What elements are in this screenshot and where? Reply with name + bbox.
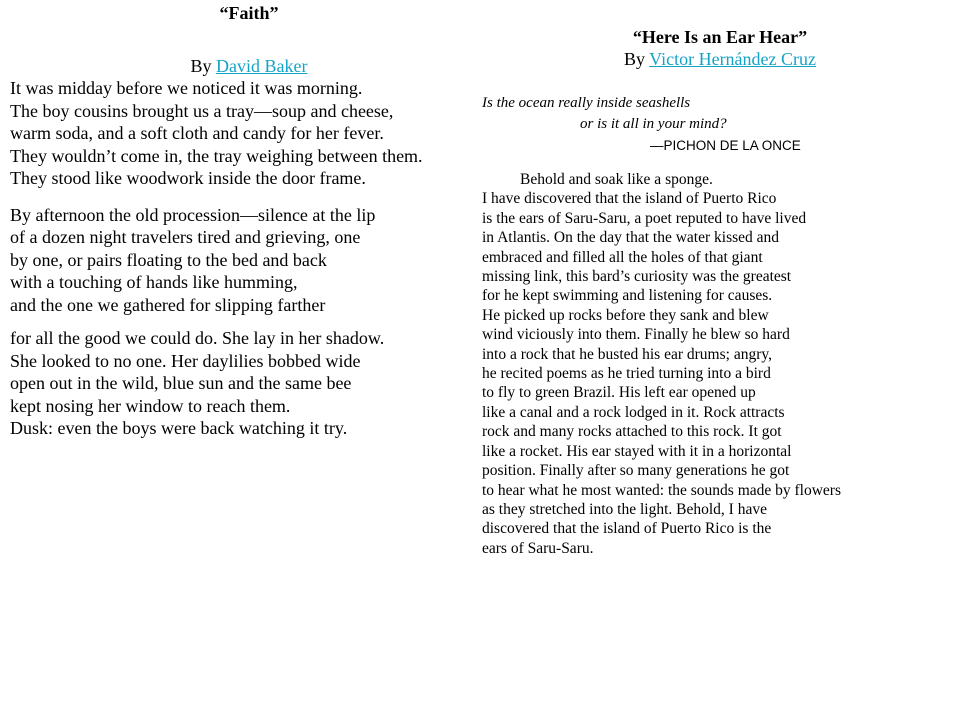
poem-line: kept nosing her window to reach them. (10, 395, 291, 416)
byline-prefix: By (190, 56, 217, 76)
poem-line: They wouldn’t come in, the tray weighing between them. (10, 145, 423, 166)
epigraph-line: Is the ocean really inside seashells (482, 95, 691, 111)
poem-line: They stood like woodwork inside the door frame. (10, 168, 366, 188)
epigraph-line: or is it all in your mind? (580, 116, 727, 132)
poem-line: with a touching of hands like humming, (10, 272, 298, 292)
epigraph (482, 93, 952, 156)
poem-here-is-an-ear-hear (482, 0, 952, 558)
prose-line: he recited poems as he tried turning into a bird (482, 365, 771, 383)
byline-prefix: By (623, 49, 650, 69)
prose-line: discovered that the island of Puerto Rico is the (482, 520, 772, 538)
poem-line: of a dozen night travelers tired and grieving, one (10, 227, 361, 247)
poem-line: by one, or pairs floating to the bed and back (10, 249, 327, 270)
stanza-2 (10, 204, 480, 317)
poem-line: Dusk: even the boys were back watching it try. (10, 418, 348, 438)
poem-line: She looked to no one. Her daylilies bobbed wide (10, 350, 361, 371)
prose-poem-body (482, 170, 952, 558)
poem-line: open out in the wild, blue sun and the same bee (10, 373, 352, 393)
prose-line: as they stretched into the light. Behold, I have (482, 500, 767, 518)
prose-line: like a canal and a rock lodged in it. Rock attracts (482, 403, 785, 421)
prose-line: to hear what he most wanted: the sounds made by flowers (482, 481, 841, 499)
prose-line: ears of Saru-Saru. (482, 539, 594, 557)
prose-line: He picked up rocks before they sank and blew (482, 306, 769, 324)
author-link-david-baker[interactable]: David Baker (216, 56, 308, 76)
poem-line: By afternoon the old procession—silence at the lip (10, 204, 376, 225)
poem-title: “Faith” (219, 3, 279, 23)
prose-line: is the ears of Saru-Saru, a poet reputed to have lived (482, 209, 807, 227)
prose-line: position. Finally after so many generations he got (482, 462, 790, 480)
prose-line: into a rock that he busted his ear drums; angry, (482, 345, 772, 363)
prose-line: missing link, this bard’s curiosity was the greatest (482, 268, 792, 286)
prose-line: for he kept swimming and listening for causes. (482, 287, 773, 305)
poem-line: The boy cousins brought us a tray—soup and cheese, (10, 100, 394, 121)
prose-line: rock and many rocks attached to this rock. It got (482, 423, 782, 441)
prose-line: Behold and soak like a sponge. (520, 171, 713, 188)
prose-line: wind viciously into them. Finally he blew so hard (482, 326, 790, 344)
poem-byline (10, 55, 480, 77)
author-link-victor-hernandez-cruz[interactable]: Victor Hernández Cruz (649, 49, 817, 69)
stanza-1 (10, 77, 480, 190)
poem-body (10, 77, 480, 440)
prose-line: embraced and filled all the holes of that giant (482, 248, 763, 266)
prose-line: in Atlantis. On the day that the water kissed and (482, 229, 780, 247)
poem-faith (10, 0, 480, 440)
poem-byline (482, 49, 952, 69)
poem-line: for all the good we could do. She lay in her shadow. (10, 328, 385, 348)
epigraph-attribution: —PICHON DE LA ONCE (650, 138, 801, 153)
prose-line: I have discovered that the island of Puerto Rico (482, 190, 777, 208)
prose-line: like a rocket. His ear stayed with it in a horizontal (482, 442, 792, 460)
poem-line: and the one we gathered for slipping farther (10, 294, 326, 315)
stanza-3 (10, 327, 480, 440)
poem-line: It was midday before we noticed it was morning. (10, 78, 363, 98)
prose-line: to fly to green Brazil. His left ear opened up (482, 384, 756, 402)
poem-line: warm soda, and a soft cloth and candy for her fever. (10, 123, 384, 143)
poem-title: “Here Is an Ear Hear” (632, 27, 808, 47)
